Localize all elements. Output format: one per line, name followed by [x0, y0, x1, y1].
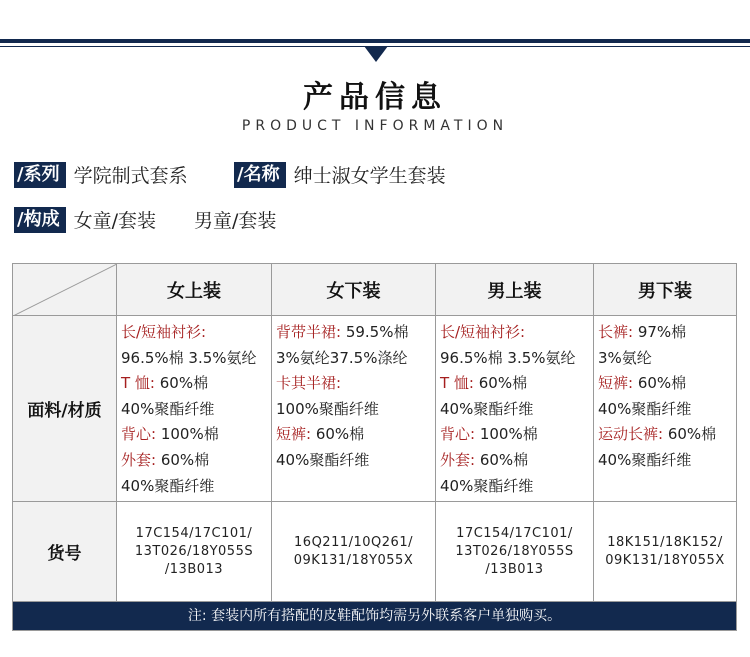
- name-info: [234, 161, 446, 188]
- material-item-label: T 恤:: [121, 374, 155, 393]
- footer-note: 注: 套装内所有搭配的皮鞋配饰均需另外联系客户单独购买。: [13, 602, 736, 630]
- sku-cell-mens-bottom: 18K151/18K152/ 09K131/18Y055X: [594, 502, 736, 602]
- col-header-mens-bottom: 男下装: [594, 264, 736, 316]
- material-item-label: 运动长裤:: [598, 425, 664, 444]
- sku-cell-womens-top: 17C154/17C101/ 13T026/18Y055S /13B013: [117, 502, 272, 602]
- material-line: [276, 320, 435, 346]
- material-composition: 40%聚酯纤维: [121, 476, 215, 495]
- name-tag: /名称: [234, 162, 286, 188]
- material-line: [440, 346, 593, 372]
- material-line: [440, 448, 593, 474]
- material-composition: 3%氨纶37.5%涤纶: [276, 348, 408, 367]
- col-header-mens-top: 男上装: [436, 264, 594, 316]
- material-line: [598, 422, 736, 448]
- material-cell-mens-top: [436, 316, 594, 502]
- material-item-label: 长裤:: [598, 323, 634, 341]
- series-info: [14, 161, 188, 188]
- series-tag: /系列: [14, 162, 66, 188]
- sku-cell-mens-top: 17C154/17C101/ 13T026/18Y055S /13B013: [436, 502, 594, 602]
- material-line: [276, 422, 435, 448]
- material-composition: 40%聚酯纤维: [276, 450, 370, 469]
- col-header-womens-top: 女上装: [117, 264, 272, 316]
- material-line: [440, 474, 593, 500]
- material-line: [276, 397, 435, 423]
- header-rule-thick: [0, 39, 750, 43]
- material-composition: 40%聚酯纤维: [440, 399, 534, 418]
- row-header-material: 面料/材质: [13, 316, 117, 502]
- material-item-label: 长/短袖衬衫:: [121, 323, 207, 341]
- material-line: [121, 422, 271, 448]
- material-composition: 60%棉: [155, 374, 209, 393]
- material-composition: 40%聚酯纤维: [598, 450, 692, 469]
- material-composition: 60%棉: [633, 374, 687, 393]
- material-line: [121, 474, 271, 500]
- material-composition: 60%棉: [311, 425, 365, 444]
- material-line: [121, 371, 271, 397]
- material-cell-womens-bottom: [272, 316, 436, 502]
- material-composition: 96.5%棉 3.5%氨纶: [121, 348, 257, 367]
- material-line: [276, 371, 435, 397]
- material-composition: 40%聚酯纤维: [121, 399, 215, 418]
- page-subtitle: PRODUCT INFORMATION: [241, 118, 509, 134]
- material-composition: 100%棉: [156, 425, 219, 444]
- material-item-label: 长/短袖衬衫:: [440, 323, 526, 341]
- row-header-sku: 货号: [13, 502, 117, 602]
- material-cell-womens-top: [117, 316, 272, 502]
- material-line: [598, 346, 736, 372]
- material-composition: 60%棉: [156, 450, 210, 469]
- composition-info: [14, 206, 276, 233]
- material-item-label: 背心:: [440, 425, 476, 444]
- material-line: [276, 448, 435, 474]
- material-line: [440, 397, 593, 423]
- material-item-label: 外套:: [121, 450, 157, 469]
- material-composition: 60%棉: [663, 425, 717, 444]
- material-item-label: 外套:: [440, 450, 476, 469]
- material-composition: 40%聚酯纤维: [440, 476, 534, 495]
- material-line: [598, 448, 736, 474]
- name-value: 绅士淑女学生套装: [293, 165, 446, 187]
- material-composition: 96.5%棉 3.5%氨纶: [440, 348, 576, 367]
- material-cell-mens-bottom: [594, 316, 736, 502]
- material-item-label: 短裤:: [276, 425, 312, 444]
- material-line: [121, 346, 271, 372]
- material-line: [598, 397, 736, 423]
- material-item-label: 短裤:: [598, 374, 634, 393]
- triangle-marker-icon: [364, 46, 388, 62]
- page-title: 产品信息: [303, 80, 447, 115]
- material-composition: 97%棉: [633, 323, 687, 341]
- material-line: [598, 371, 736, 397]
- material-line: [440, 320, 593, 346]
- material-composition: 59.5%棉: [341, 323, 409, 341]
- col-header-womens-bottom: 女下装: [272, 264, 436, 316]
- material-line: [276, 346, 435, 372]
- material-item-label: 背带半裙:: [276, 323, 342, 341]
- material-line: [598, 320, 736, 346]
- material-item-label: 卡其半裙:: [276, 374, 342, 393]
- material-composition: 100%棉: [475, 425, 538, 444]
- material-line: [121, 397, 271, 423]
- material-line: [440, 371, 593, 397]
- material-composition: 60%棉: [475, 450, 529, 469]
- diagonal-line: [13, 264, 117, 316]
- material-item-label: 背心:: [121, 425, 157, 444]
- material-composition: 100%聚酯纤维: [276, 399, 379, 418]
- spec-table: [12, 263, 737, 631]
- material-line: [440, 422, 593, 448]
- series-value: 学院制式套系: [73, 165, 188, 187]
- material-line: [121, 320, 271, 346]
- corner-cell: [13, 264, 117, 316]
- composition-tag: /构成: [14, 207, 66, 233]
- material-line: [121, 448, 271, 474]
- material-composition: 60%棉: [474, 374, 528, 393]
- material-composition: 40%聚酯纤维: [598, 399, 692, 418]
- material-item-label: T 恤:: [440, 374, 474, 393]
- sku-cell-womens-bottom: 16Q211/10Q261/ 09K131/18Y055X: [272, 502, 436, 602]
- composition-value: 女童/套装 男童/套装: [73, 210, 277, 232]
- material-composition: 3%氨纶: [598, 348, 652, 367]
